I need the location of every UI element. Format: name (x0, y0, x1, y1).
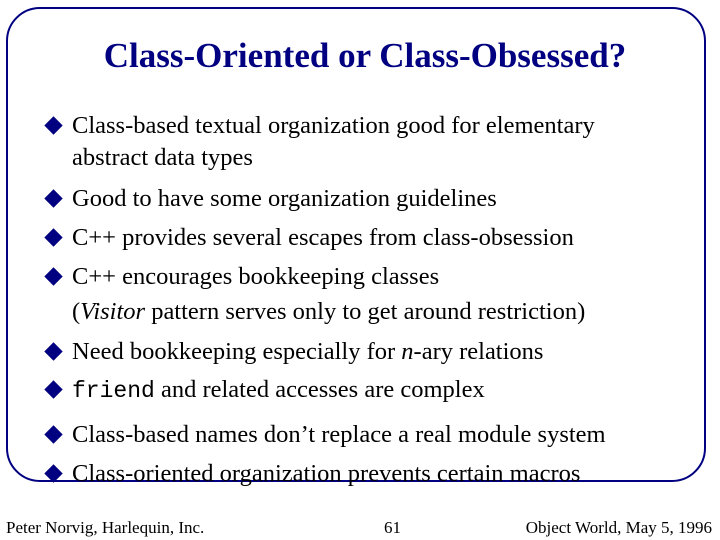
bullet-item-6 (72, 371, 485, 410)
bullet-5-before: Need bookkeeping especially for (72, 338, 402, 365)
bullet-item-3 (72, 219, 574, 256)
footer-author: Peter Norvig, Harlequin, Inc. (6, 518, 205, 537)
bullet-4-line-1: C++ encourages bookkeeping classes (72, 263, 440, 290)
bullet-item-7 (72, 416, 606, 453)
bullet-7-text: Class-based names don’t replace a real module system (72, 421, 606, 448)
diamond-bullet-icon (44, 228, 62, 246)
bullet-5-italic: n (401, 338, 414, 365)
diamond-bullet-icon (44, 116, 62, 134)
diamond-bullet-icon (44, 342, 62, 360)
bullet-item-8 (72, 455, 580, 492)
bullet-1-line-2: abstract data types (72, 144, 253, 171)
bullet-item-2 (72, 180, 497, 217)
diamond-bullet-icon (44, 425, 62, 443)
bullet-8-text: Class-oriented organization prevents certain macros (72, 460, 581, 487)
bullet-1-line-1: Class-based textual organization good for elementary (72, 112, 595, 139)
bullet-5-after: -ary relations (413, 338, 544, 365)
bullet-3-text: C++ provides several escapes from class-obsession (72, 224, 574, 251)
slide-title: Class-Oriented or Class-Obsessed? (103, 36, 627, 75)
bullet-6-code: friend (72, 378, 155, 404)
bullet-4-open-paren: ( (72, 298, 81, 325)
diamond-bullet-icon (44, 267, 62, 285)
bullet-item-1-continued (72, 139, 253, 176)
bullet-4-italic-term: Visitor (80, 298, 146, 325)
bullet-6-after: and related accesses are complex (154, 376, 485, 403)
bullet-item-4 (72, 258, 439, 295)
diamond-bullet-icon (44, 380, 62, 398)
bullet-item-4-continued (72, 293, 585, 330)
bullet-item-5 (72, 333, 543, 370)
bullet-4-line-2: pattern serves only to get around restriction) (145, 298, 586, 325)
diamond-bullet-icon (44, 189, 62, 207)
footer-page-number: 61 (384, 518, 401, 537)
diamond-bullet-icon (44, 464, 62, 482)
footer-event-date: Object World, May 5, 1996 (525, 518, 712, 537)
bullet-2-text: Good to have some organization guidelines (72, 185, 497, 212)
